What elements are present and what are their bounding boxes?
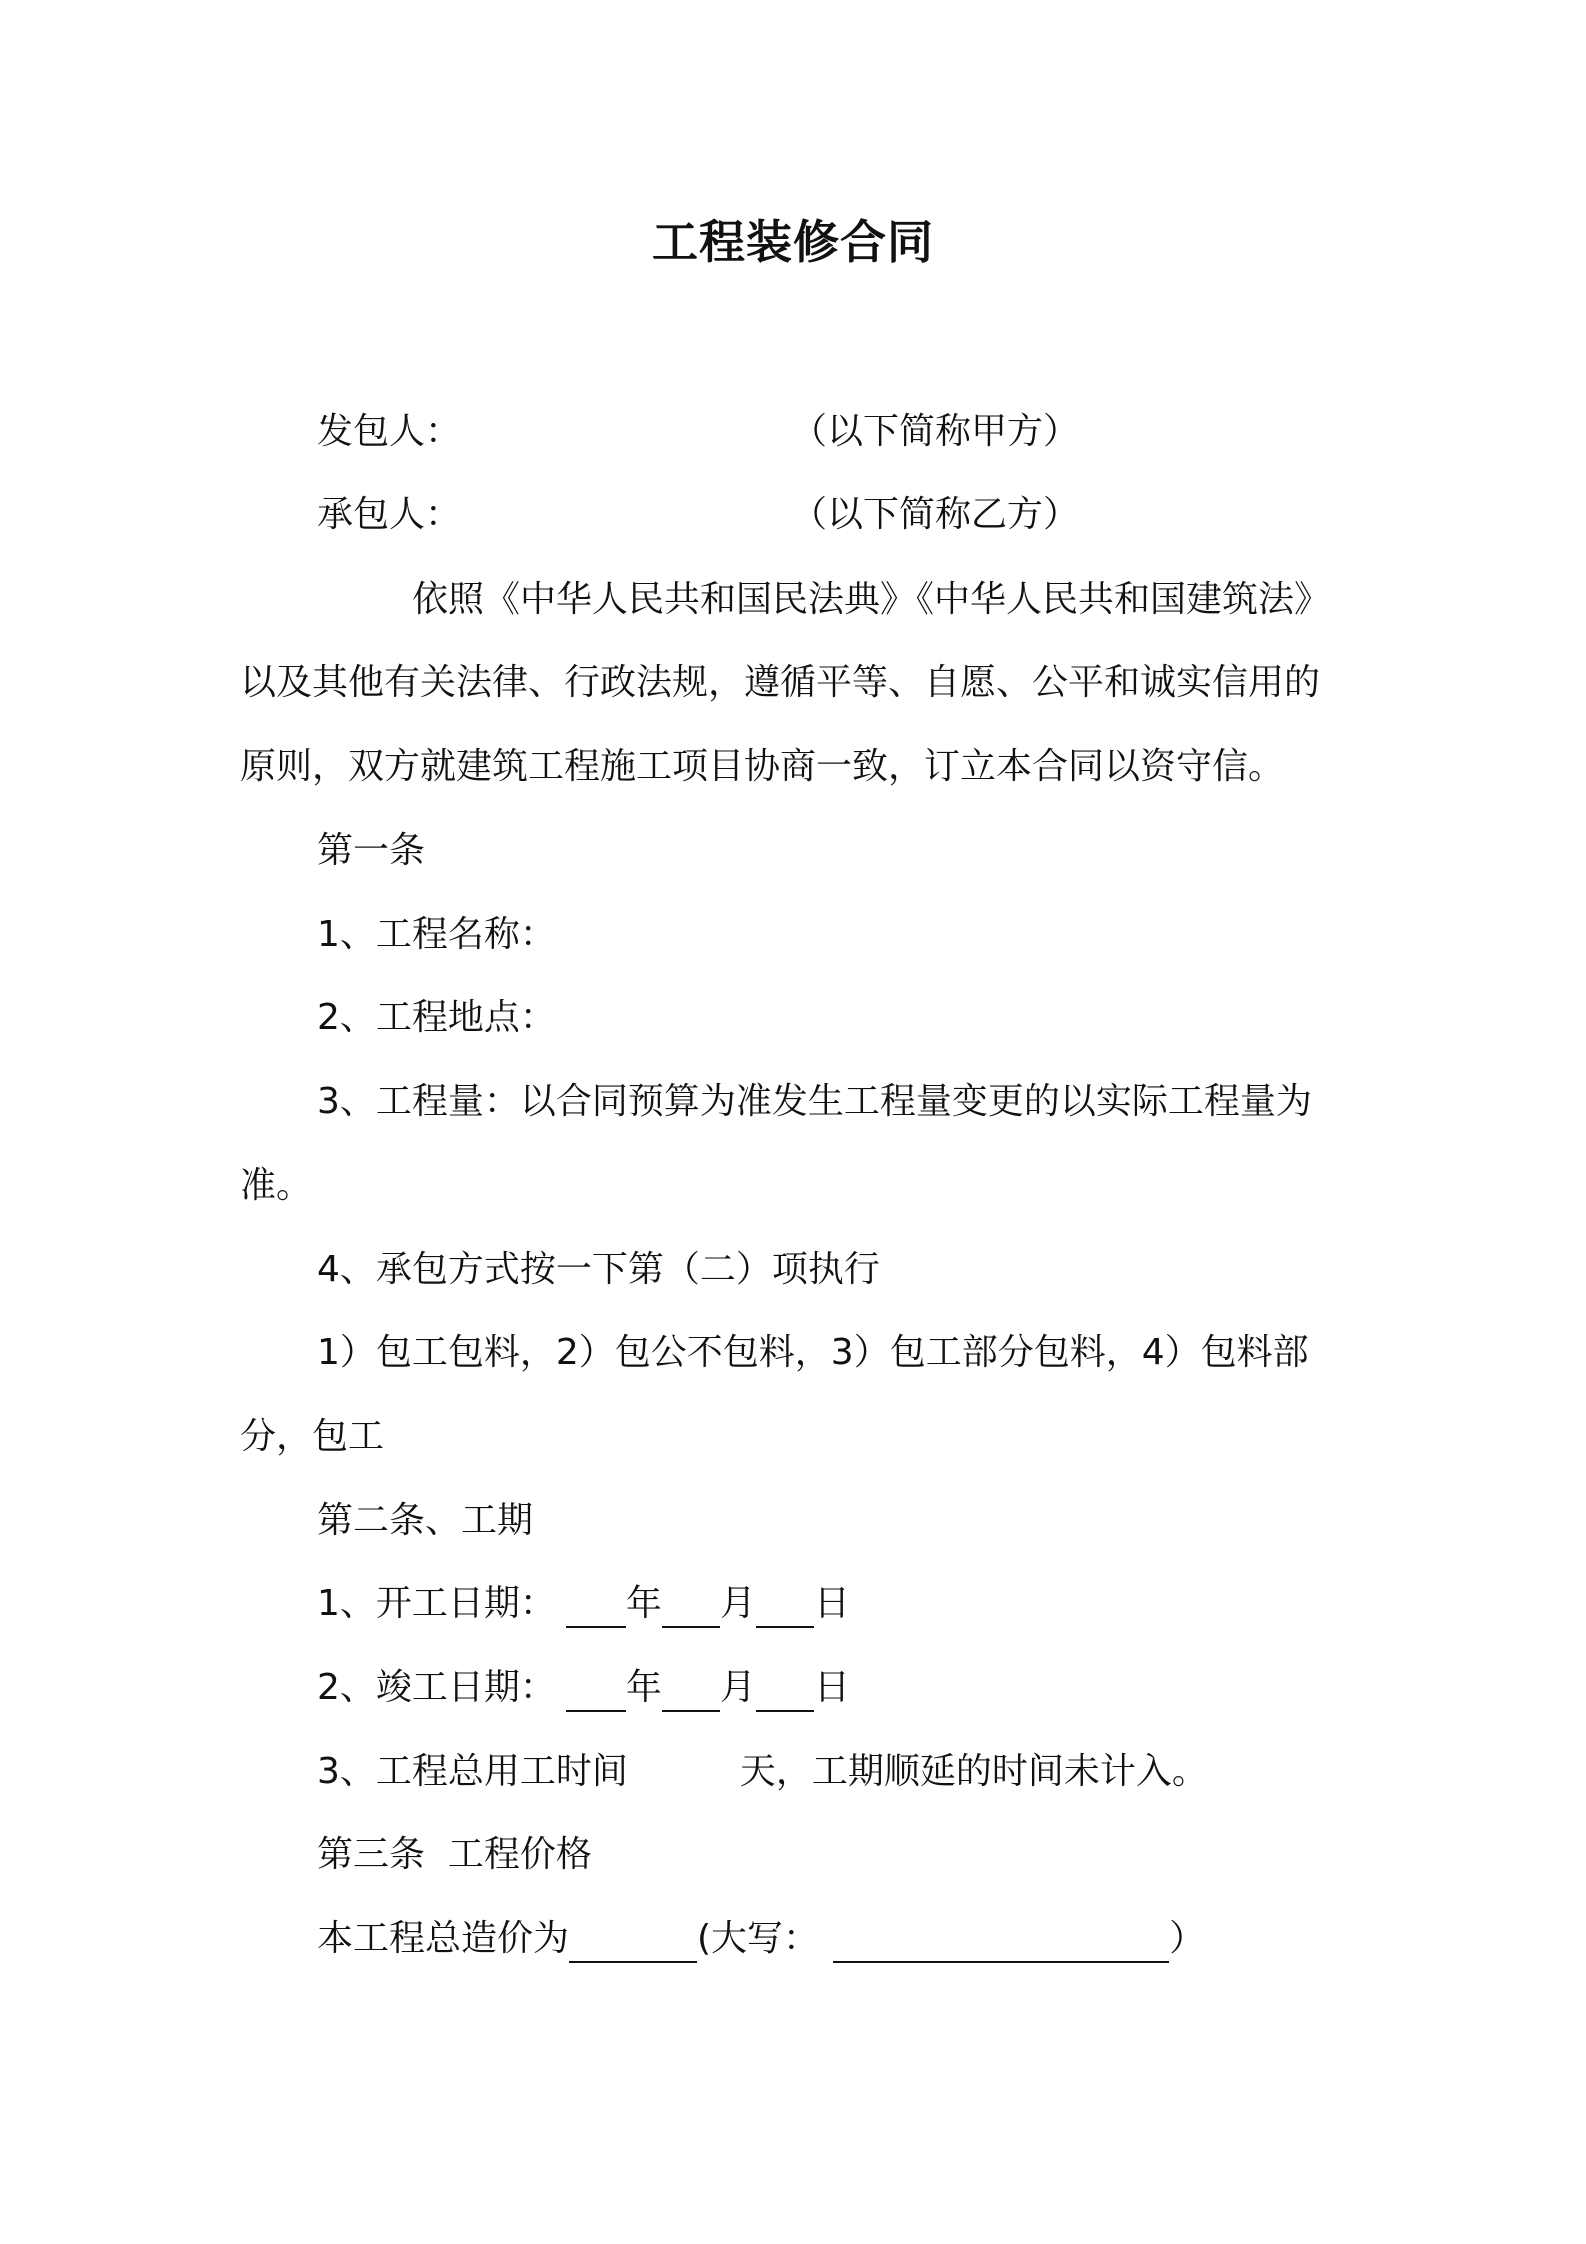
employer-note: （以下简称甲方）: [791, 411, 1080, 452]
article1-item-contract-mode: 4、承包方式按一下第（二）项执行: [317, 1249, 880, 1290]
duration-suffix: 天，工期顺延的时间未计入。: [739, 1751, 1208, 1792]
end-year-unit: 年: [625, 1667, 662, 1708]
start-year-unit: 年: [625, 1583, 662, 1624]
article1-item-project-location: 2、工程地点：: [317, 997, 556, 1038]
document-title: 工程装修合同: [652, 215, 934, 269]
article1-item-project-name: 1、工程名称：: [317, 914, 556, 955]
article1-item-quantity-line-1: 3、工程量：以合同预算为准发生工程量变更的以实际工程量为: [317, 1081, 1312, 1122]
price-upper-blank[interactable]: [833, 1921, 1169, 1963]
start-month-unit: 月: [719, 1583, 756, 1624]
preamble-line-1: 依照《中华人民共和国民法典》《中华人民共和国建筑法》: [412, 579, 1331, 620]
end-month-blank[interactable]: [662, 1670, 720, 1712]
end-date-line: [317, 1664, 850, 1712]
end-year-blank[interactable]: [566, 1670, 626, 1712]
contractor-line: [317, 491, 1079, 539]
total-price-line: [317, 1915, 1205, 1963]
start-date-label: 1、开工日期：: [317, 1583, 556, 1624]
total-price-blank[interactable]: [569, 1921, 697, 1963]
duration-line: [317, 1748, 1208, 1796]
preamble-line-2: 以及其他有关法律、行政法规，遵循平等、自愿、公平和诚实信用的: [240, 662, 1321, 703]
end-day-blank[interactable]: [756, 1670, 814, 1712]
employer-label: 发包人：: [317, 411, 462, 452]
article1-heading: 第一条: [317, 830, 426, 871]
start-date-line: [317, 1580, 850, 1628]
article1-options-line-2: 分，包工: [240, 1416, 385, 1457]
start-year-blank[interactable]: [566, 1586, 626, 1628]
employer-line: [317, 408, 1079, 456]
duration-prefix: 3、工程总用工时间: [317, 1751, 628, 1792]
contractor-label: 承包人：: [317, 494, 462, 535]
start-month-blank[interactable]: [662, 1586, 720, 1628]
price-upper-label: (大写：: [697, 1918, 820, 1959]
price-close-paren: ）: [1169, 1918, 1206, 1959]
total-price-label: 本工程总造价为: [317, 1918, 570, 1959]
article1-item-quantity-line-2: 准。: [240, 1165, 313, 1206]
article2-heading: 第二条、工期: [317, 1500, 534, 1541]
article1-options-line-1: 1）包工包料，2）包公不包料，3）包工部分包料，4）包料部: [317, 1332, 1309, 1373]
end-day-unit: 日: [813, 1667, 850, 1708]
article3-heading: 第三条 工程价格: [317, 1834, 592, 1875]
start-day-unit: 日: [813, 1583, 850, 1624]
start-day-blank[interactable]: [756, 1586, 814, 1628]
preamble-line-3: 原则，双方就建筑工程施工项目协商一致，订立本合同以资守信。: [240, 746, 1285, 787]
end-date-label: 2、竣工日期：: [317, 1667, 556, 1708]
contractor-note: （以下简称乙方）: [791, 494, 1080, 535]
end-month-unit: 月: [719, 1667, 756, 1708]
